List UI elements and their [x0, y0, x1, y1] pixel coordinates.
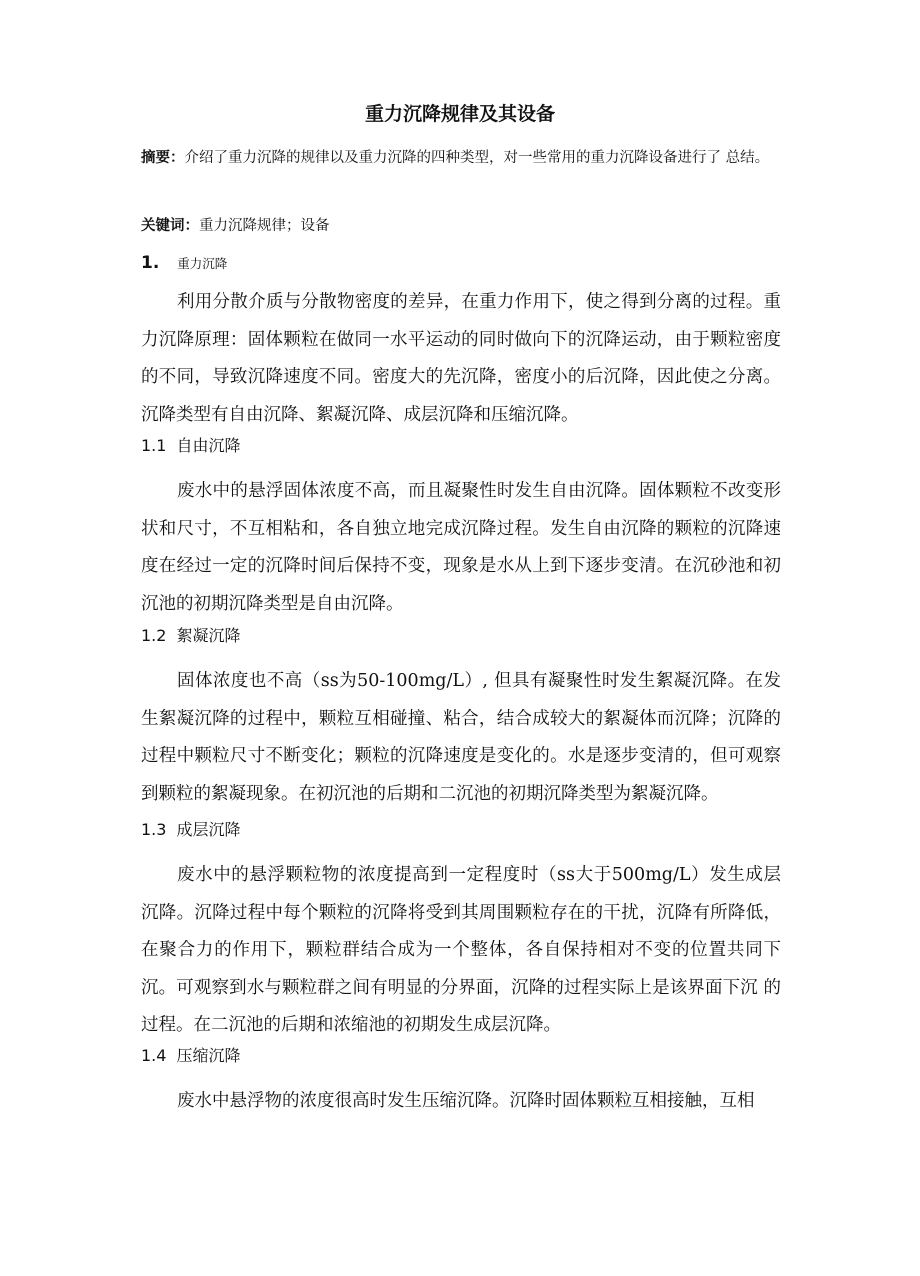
- subsection-heading: [141, 1043, 240, 1069]
- abstract-label: 摘要：: [141, 150, 185, 166]
- section-number: 1.: [141, 253, 160, 273]
- subsection-title: 絮凝沉降: [176, 626, 241, 645]
- section-1-paragraph: 利用分散介质与分散物密度的差异，在重力作用下，使之得到分离的过程。重力沉降原理：固体颗粒在做同一水平运动的同时做向下的沉降运动，由于颗粒密度的不同，导致沉降速度不同。密度大的先沉降，密度小的后沉降，因此使之分离。沉降类型有自由沉降、絮凝沉降、成层沉降和压缩沉降。: [141, 292, 781, 425]
- subsection-number: 1.3: [141, 820, 167, 839]
- subsection-paragraph: 废水中的悬浮颗粒物的浓度提高到一定程度时（ss大于500mg/L）发生成层沉降。沉降过程中每个颗粒的沉降将受到其周围颗粒存在的干扰，沉降有所降低， 在聚合力的作用下，颗粒群结合成为一个整体，各自保持相对不变的位置共同下 沉。可观察到水与颗粒群之间有明显的分界面，沉降的过程实际上是该界面下沉 的过程。在二沉池的后期和浓缩池的初期发生成层沉降。: [141, 865, 781, 1035]
- subsection-title: 压缩沉降: [176, 1046, 241, 1065]
- subsection-paragraph: 固体浓度也不高（ss为50-100mg/L）, 但具有凝聚性时发生絮凝沉降。在发生絮凝沉降的过程中，颗粒互相碰撞、粘合，结合成较大的絮凝体而沉降；沉降的过程中颗粒尺寸不断变化；颗粒的沉降速度是变化的。水是逐步变清的，但可观察到颗粒的絮凝现象。在初沉池的后期和二沉池的初期沉降类型为絮凝沉降。: [141, 671, 781, 804]
- abstract: [141, 143, 781, 174]
- section-1-heading: [141, 250, 227, 277]
- keywords: [141, 211, 781, 242]
- section-title: 重力沉降: [177, 256, 228, 271]
- document-title: 重力沉降规律及其设备: [364, 103, 555, 125]
- subsection-number: 1.4: [141, 1046, 167, 1065]
- subsection-number: 1.1: [141, 436, 167, 455]
- subsection-paragraph: 废水中悬浮物的浓度很高时发生压缩沉降。沉降时固体颗粒互相接触，互相: [177, 1091, 755, 1111]
- keywords-label: 关键词：: [141, 218, 199, 234]
- subsection-heading: [141, 433, 240, 459]
- subsection-paragraph: 废水中的悬浮固体浓度不高，而且凝聚性时发生自由沉降。固体颗粒不改变形状和尺寸，不互相粘和，各自独立地完成沉降过程。发生自由沉降的颗粒的沉降速度在经过一定的沉降时间后保持不变，现象是水从上到下逐步变清。在沉砂池和初沉池的初期沉降类型是自由沉降。: [141, 481, 781, 614]
- subsection-heading: [141, 817, 240, 843]
- subsection-heading: [141, 623, 240, 649]
- subsection-title: 自由沉降: [176, 436, 241, 455]
- subsection-number: 1.2: [141, 626, 167, 645]
- subsection-title: 成层沉降: [176, 820, 241, 839]
- abstract-text: 介绍了重力沉降的规律以及重力沉降的四种类型，对一些常用的重力沉降设备进行了 总结。: [184, 150, 770, 166]
- keywords-text: 重力沉降规律；设备: [199, 218, 330, 234]
